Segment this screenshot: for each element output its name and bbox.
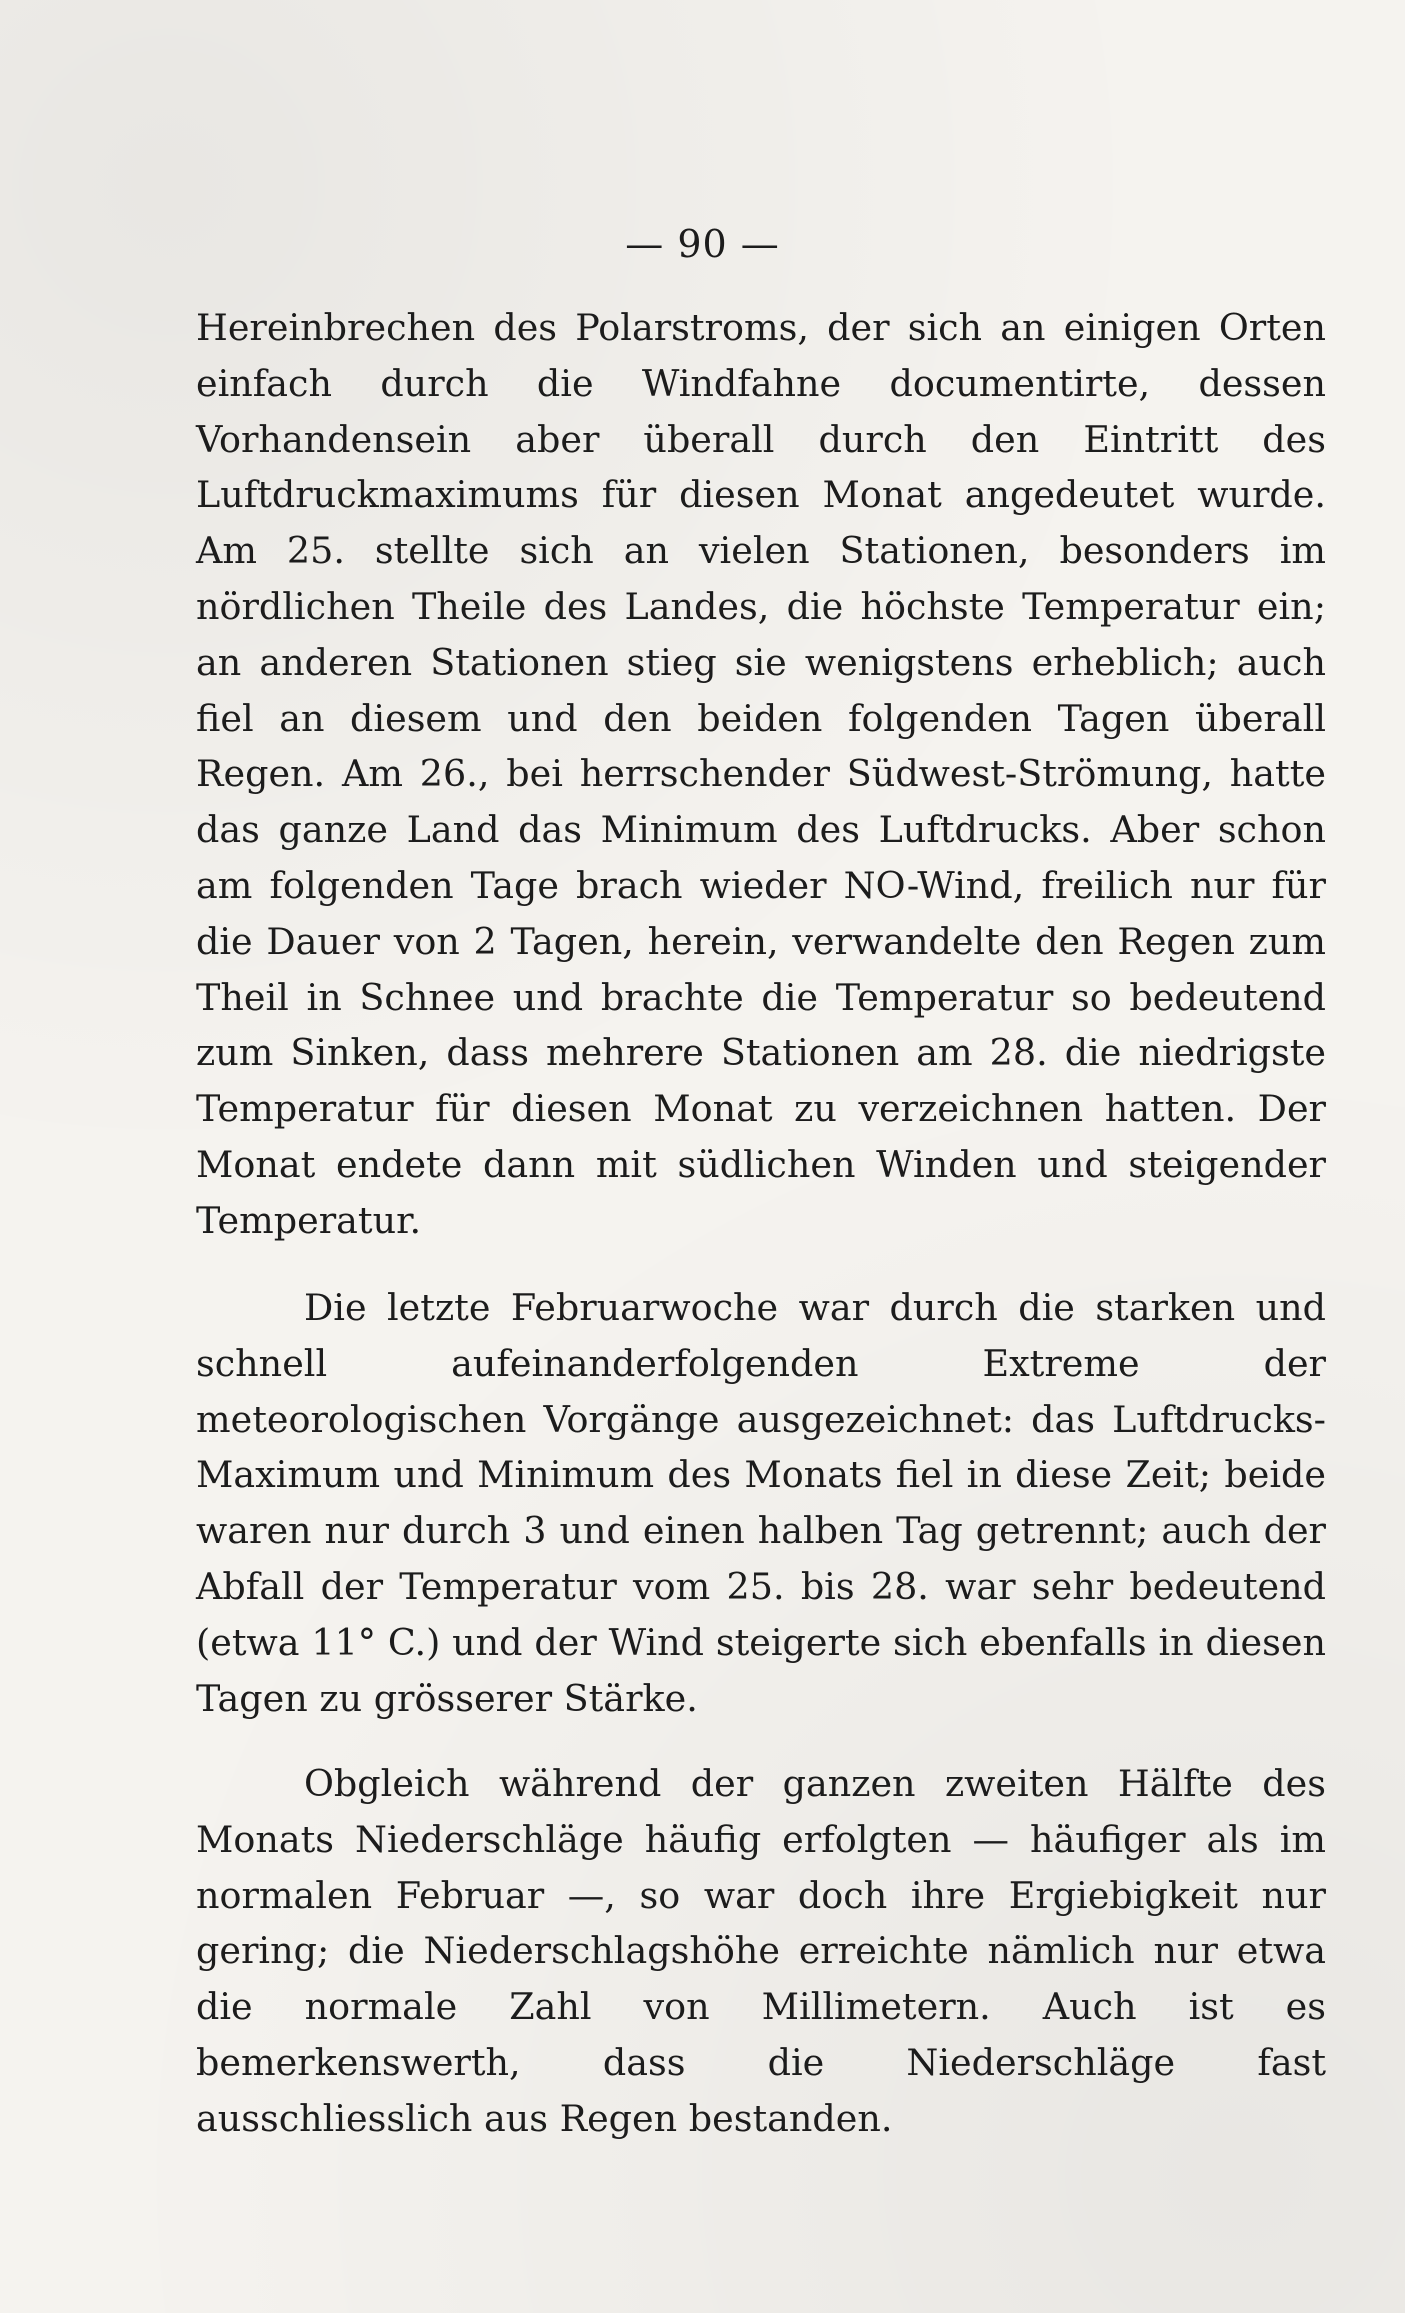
paragraph-1 — [196, 300, 1326, 1249]
paragraph-text: Hereinbrechen des Polarstroms, der sich an einigen Orten einfach durch die Windfahne documentirte, dessen Vorhandensein aber überall durch den Eintritt des Luftdruckmaximums für diesen Monat angedeutet wurde. Am 25. stellte sich an vielen Stationen, besonders im nördlichen Theile des Landes, die höchste Temperatur ein; an anderen Stationen stieg sie wenigstens erheblich; auch fiel an diesem und den beiden folgenden Tagen überall Regen. Am 26., bei herrschender Südwest-Strömung, hatte das ganze Land das Minimum des Luftdrucks. Aber schon am folgenden Tage brach wieder NO-Wind, freilich nur für die Dauer von 2 Tagen, herein, verwandelte den Regen zum Theil in Schnee und brachte die Temperatur so bedeutend zum Sinken, dass mehrere Stationen am 28. die niedrigste Temperatur für diesen Monat zu verzeichnen hatten. Der Monat endete dann mit südlichen Winden und steigender Temperatur. — [196, 306, 1326, 1242]
paragraph-3 — [196, 1756, 1326, 2147]
paragraph-2 — [196, 1280, 1326, 1726]
paragraph-text: Die letzte Februarwoche war durch die starken und schnell aufeinanderfolgenden Extreme der meteorologischen Vorgänge ausgezeichnet: das Luftdrucks-Maximum und Minimum des Monats fiel in diese Zeit; beide waren nur durch 3 und einen halben Tag getrennt; auch der Abfall der Temperatur vom 25. bis 28. war sehr bedeutend (etwa 11° C.) und der Wind steigerte sich ebenfalls in diesen Tagen zu grösserer Stärke. — [196, 1286, 1326, 1720]
paragraph-text: Obgleich während der ganzen zweiten Hälfte des Monats Niederschläge häufig erfolgten — häufiger als im normalen Februar —, so war doch ihre Ergiebigkeit nur gering; die Niederschlagshöhe erreichte nämlich nur etwa die normale Zahl von Millimetern. Auch ist es bemerkenswerth, dass die Niederschläge fast ausschliesslich aus Regen bestanden. — [196, 1762, 1326, 2140]
page-number: — 90 — — [625, 222, 780, 266]
